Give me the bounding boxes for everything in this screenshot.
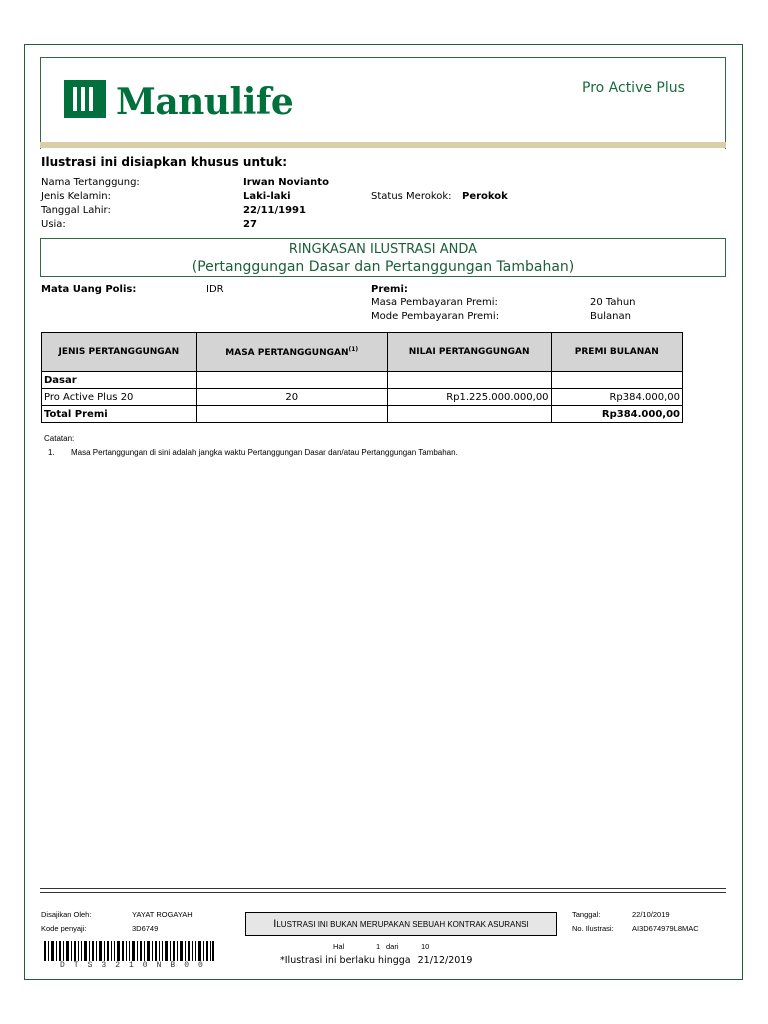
disclaimer-text: LUSTRASI INI BUKAN MERUPAKAN SEBUAH KONTRAK ASURANSI (276, 920, 529, 929)
col-header-coverage-type: JENIS PERTANGGUNGAN (42, 333, 197, 372)
product-name: Pro Active Plus (582, 80, 685, 96)
empty-cell (551, 372, 682, 389)
smoker-status-label: Status Merokok: (371, 191, 452, 202)
coverage-term-cell: 20 (196, 389, 387, 406)
table-header-row (42, 333, 683, 372)
table-total-row (42, 406, 683, 423)
illustration-no-value: AI3D674979L8MAC (632, 924, 699, 933)
footer-divider (40, 888, 726, 889)
presented-by-label: Disajikan Oleh: (41, 910, 92, 919)
summary-title: RINGKASAN ILUSTRASI ANDA (288, 242, 478, 257)
summary-title-box (40, 238, 726, 277)
table-section-row (42, 372, 683, 389)
coverage-term-header-text: MASA PERTANGGUNGAN (225, 348, 349, 358)
company-logo-text: Manulife (116, 81, 294, 123)
payment-term-label: Masa Pembayaran Premi: (371, 297, 498, 308)
coverage-type-cell: Pro Active Plus 20 (42, 389, 197, 406)
payment-term-value: 20 Tahun (590, 297, 636, 308)
dob-value: 22/11/1991 (243, 205, 306, 216)
insured-name-label: Nama Tertanggung: (41, 177, 140, 188)
validity-date: 21/12/2019 (417, 955, 473, 966)
footnote-ref: (1) (348, 346, 359, 353)
currency-label: Mata Uang Polis: (41, 284, 137, 295)
page-of-label: dari (386, 942, 399, 951)
barcode-icon (44, 941, 214, 961)
col-header-monthly-premium: PREMI BULANAN (551, 333, 682, 372)
empty-cell (196, 372, 387, 389)
coverage-table (41, 332, 683, 423)
barcode-text: DTS3210NB00 (60, 961, 212, 970)
page-total: 10 (421, 942, 430, 951)
premium-label: Premi: (371, 284, 408, 295)
manulife-logo-icon (64, 80, 106, 118)
header-divider (40, 142, 726, 148)
section-label: Dasar (42, 372, 197, 389)
total-label: Total Premi (42, 406, 197, 423)
illustration-no-label: No. Ilustrasi: (572, 924, 614, 933)
smoker-status-value: Perokok (462, 191, 508, 202)
agent-code-value: 3D6749 (132, 924, 159, 933)
date-label: Tanggal: (572, 910, 601, 919)
col-header-sum-assured: NILAI PERTANGGUNGAN (387, 333, 551, 372)
table-row (42, 389, 683, 406)
gender-label: Jenis Kelamin: (41, 191, 111, 202)
currency-value: IDR (206, 284, 224, 295)
dob-label: Tanggal Lahir: (41, 205, 111, 216)
prepared-for-heading: Ilustrasi ini disiapkan khusus untuk: (41, 155, 288, 169)
col-header-coverage-term (196, 333, 387, 372)
empty-cell (196, 406, 387, 423)
page-label: Hal (333, 942, 345, 951)
note-text: Masa Pertanggungan di sini adalah jangka waktu Pertanggungan Dasar dan/atau Pertanggungan Tambahan. (71, 448, 458, 457)
agent-code-label: Kode penyaji: (41, 924, 87, 933)
note-number: 1. (48, 448, 55, 457)
date-value: 22/10/2019 (632, 910, 670, 919)
summary-subtitle: (Pertanggungan Dasar dan Pertanggungan Tambahan) (191, 259, 575, 275)
empty-cell (387, 406, 551, 423)
age-value: 27 (243, 219, 257, 230)
empty-cell (387, 372, 551, 389)
notes-title: Catatan: (44, 434, 75, 443)
page-number: 1 (376, 942, 381, 951)
total-premium: Rp384.000,00 (551, 406, 682, 423)
contract-disclaimer (245, 912, 557, 936)
payment-mode-label: Mode Pembayaran Premi: (371, 311, 500, 322)
insured-name: Irwan Novianto (243, 177, 329, 188)
age-label: Usia: (41, 219, 66, 230)
sum-assured-cell: Rp1.225.000.000,00 (387, 389, 551, 406)
premium-cell: Rp384.000,00 (551, 389, 682, 406)
validity-note (280, 955, 472, 966)
validity-label: *Ilustrasi ini berlaku hingga (280, 955, 411, 966)
disclaimer-initial: I (273, 918, 277, 930)
payment-mode-value: Bulanan (590, 311, 631, 322)
presented-by-value: YAYAT ROGAYAH (132, 910, 193, 919)
footer-divider (40, 892, 726, 893)
gender-value: Laki-laki (243, 191, 291, 202)
